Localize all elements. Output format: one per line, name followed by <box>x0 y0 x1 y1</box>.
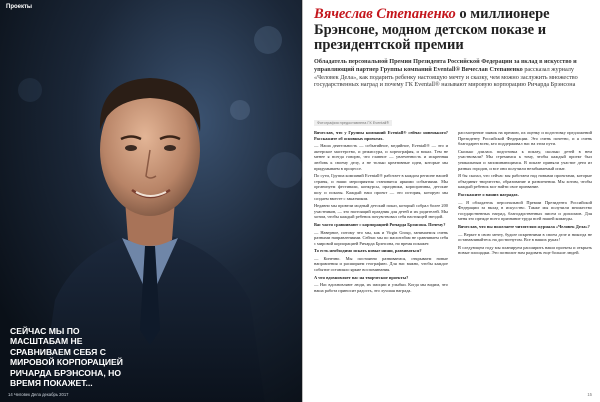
body-paragraph: Недавно мы провели модный детский показ, который собрал более 200 участников, — это настоящий праздник для детей и их родителей. Мы хотим, чтобы каждый ребенок почувствовал себя настоящей звездой. <box>314 203 448 220</box>
right-page <box>303 0 600 402</box>
body-paragraph: — Наша деятельность — событийное, медийное, Eventall® — это и актерское мастерство, и режиссура, и хореография, и вокал. Тем не менее я всегда говорю, что главное — увлеченность и искренняя любовь к своему делу, а не только креативные идеи, которые мы придумываем в процессе. <box>314 143 448 171</box>
photo-credit: Фотография предоставлена ГК Eventall® <box>314 120 392 126</box>
interview-question: А что вдохновляет вас на творческие проекты? <box>314 274 409 280</box>
lead-text: рассказал журналу «Человек Дела», как подарить ребенку настоящую мечту и сказку, чем можно заслужить множество государственных наград и почему ГК Eventall® называют мировую корпорацию Ричарда Брэнсона <box>314 65 578 89</box>
pull-quote: СЕЙЧАС МЫ ПО МАСШТАБАМ НЕ СРАВНИВАЕМ СЕБЯ С МИРОВОЙ КОРПОРАЦИЕЙ РИЧАРДА БРЭНСОНА, НО ВРЕМЯ ПОКАЖЕТ... <box>10 326 123 389</box>
body-column-2 <box>458 130 592 386</box>
right-folio: 15 <box>587 392 592 397</box>
interview-question: Вячеслав, что вы пожелаете читателям журнала «Человек Дела»? <box>458 223 590 229</box>
body-paragraph: — Верьте в свою мечту, будьте искренними в своем деле и никогда не останавливайтесь на достигнутом. Все в ваших руках! <box>458 231 592 243</box>
body-paragraph: — Наверное, потому что мы, как и Virgin Group, занимаемся очень разными направлениями. Сейчас мы по масштабам не сравниваем себя с мировой корпорацией Ричарда Брэнсона, но время покажет. <box>314 229 448 246</box>
body-paragraph: рассмотрение заявок на премию, их оценку и подготовку предложений Президенту Российской Федерации. Это очень почетно, и я очень благодарен всем, кто поддерживал нас на этом пути. <box>458 130 592 147</box>
left-folio: 14 Человек Дела декабрь 2017 <box>8 392 69 397</box>
lead-bold: Обладатель персональной Премии Президента Российской Федерации за вклад в искусство и управляющий партнер Группы компаний Eventall® Вячеслав Степаненко <box>314 58 577 73</box>
interview-question: То есть необходимо искать новые ниши, развиваться? <box>314 248 422 254</box>
article-body <box>314 130 592 386</box>
interview-question: Вас часто сравнивают с корпорацией Ричарда Брэнсона. Почему? <box>314 221 446 227</box>
section-label: Проекты <box>6 4 33 10</box>
body-paragraph: Я бы сказал, что сейчас мы работаем над новыми проектами, которые объединят творчество, образование и развлечения. Мы хотим, чтобы каждый ребенок мог найти свое призвание. <box>458 173 592 190</box>
title-rest: о миллионере Брэнсоне, модном детском показе и президентской премии <box>314 6 550 53</box>
article-lead <box>314 58 592 89</box>
body-paragraph: — Нас вдохновляют люди, их эмоции и улыбки. Когда мы видим, что наша работа приносит радость, это лучшая награда. <box>314 282 448 293</box>
title-name: Вячеслав Степаненко <box>314 6 456 22</box>
body-paragraph: Сколько длилась подготовка к показу, сколько детей в нем участвовали? Мы стремимся к тому, чтобы каждый проект был уникальным и запоминающимся. В показе приняли участие дети из разных городов, и все они получили незабываемый опыт. <box>458 148 592 171</box>
body-paragraph: В следующем году мы планируем расширить наши проекты и открыть новые площадки. Это позволит нам радовать еще больше людей. <box>458 244 592 256</box>
body-paragraph: — Конечно. Мы постоянно развиваемся, открываем новые направления и расширяем географию. Для нас важно, чтобы каждое событие оставляло яркие воспоминания. <box>314 255 448 273</box>
body-paragraph: По сути, Группа компаний Eventall® работает в каждом регионе нашей страны, и наши мероприятия становятся яркими событиями. Мы организуем фестивали, конкурсы, праздники, корпоративы, детские шоу и показы. Каждый наш проект — это история, которую мы создаем вместе с заказчиком. <box>314 173 448 201</box>
body-paragraph: — Я обладатель персональной Премии Президента Российской Федерации за вклад в искусство. Также мы получили множество государственных наград, благодарственных писем и дипломов. Для меня это прежде всего признание труда всей нашей команды. <box>458 199 592 222</box>
body-column-1 <box>314 130 448 386</box>
interview-question: Расскажите о ваших наградах. <box>458 191 519 197</box>
article-title <box>314 7 592 54</box>
interview-question: Вячеслав, что у Группы компаний Eventall® сейчас новенького? Расскажите об основных проектах. <box>314 130 448 141</box>
